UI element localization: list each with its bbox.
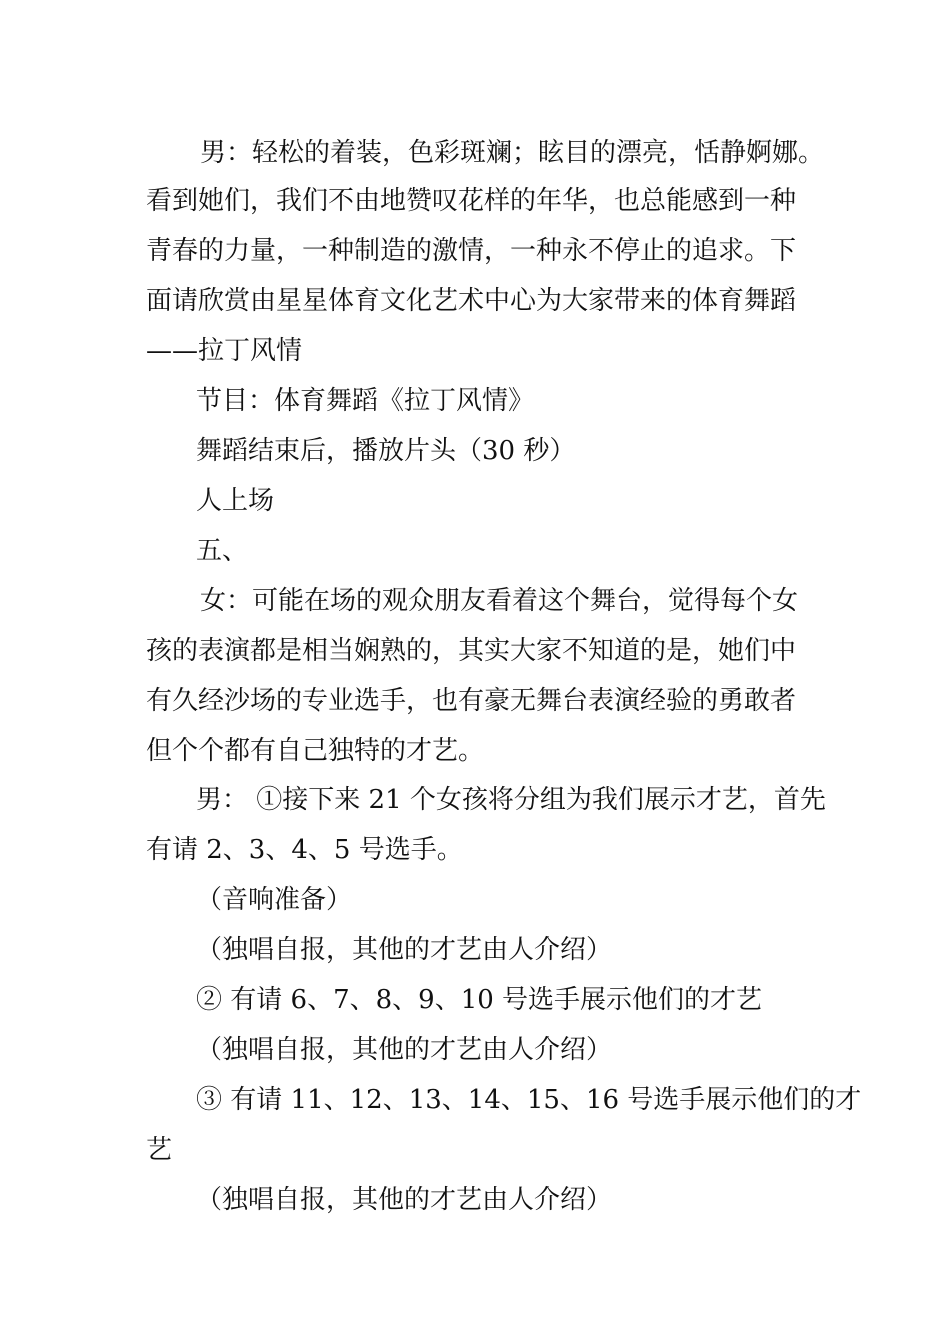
text-line: 青春的力量，一种制造的激情，一种永不停止的追求。下 <box>146 236 797 266</box>
text-line: 艺 <box>146 1135 173 1165</box>
text-line: ② 有请 6、7、8、9、10 号选手展示他们的才艺 <box>196 985 763 1015</box>
text-line: 女：可能在场的观众朋友看着这个舞台，觉得每个女 <box>200 586 799 616</box>
text-line: （独唱自报，其他的才艺由人介绍） <box>196 1185 613 1215</box>
text-line: ——拉丁风情 <box>146 336 303 366</box>
text-line: 舞蹈结束后，播放片头（30 秒） <box>196 436 576 466</box>
text-line: （音响准备） <box>196 885 353 915</box>
text-line: （独唱自报，其他的才艺由人介绍） <box>196 935 613 965</box>
text-line: 男：轻松的着装，色彩斑斓；眩目的漂亮，恬静婀娜。 <box>200 138 825 168</box>
text-line: 但个个都有自己独特的才艺。 <box>146 736 485 766</box>
text-line: 男： ①接下来 21 个女孩将分组为我们展示才艺，首先 <box>196 785 826 815</box>
text-line: 有请 2、3、4、5 号选手。 <box>146 835 463 865</box>
text-line: 人上场 <box>196 486 275 516</box>
text-line: ③ 有请 11、12、13、14、15、16 号选手展示他们的才 <box>196 1085 862 1115</box>
text-line: 五、 <box>196 536 249 566</box>
text-line: 有久经沙场的专业选手，也有豪无舞台表演经验的勇敢者 <box>146 686 797 716</box>
text-line: 面请欣赏由星星体育文化艺术中心为大家带来的体育舞蹈 <box>146 286 797 316</box>
text-line: 孩的表演都是相当娴熟的，其实大家不知道的是，她们中 <box>146 636 797 666</box>
text-line: 看到她们，我们不由地赞叹花样的年华，也总能感到一种 <box>146 186 797 216</box>
text-line: （独唱自报，其他的才艺由人介绍） <box>196 1035 613 1065</box>
text-line: 节目：体育舞蹈《拉丁风情》 <box>196 386 535 416</box>
